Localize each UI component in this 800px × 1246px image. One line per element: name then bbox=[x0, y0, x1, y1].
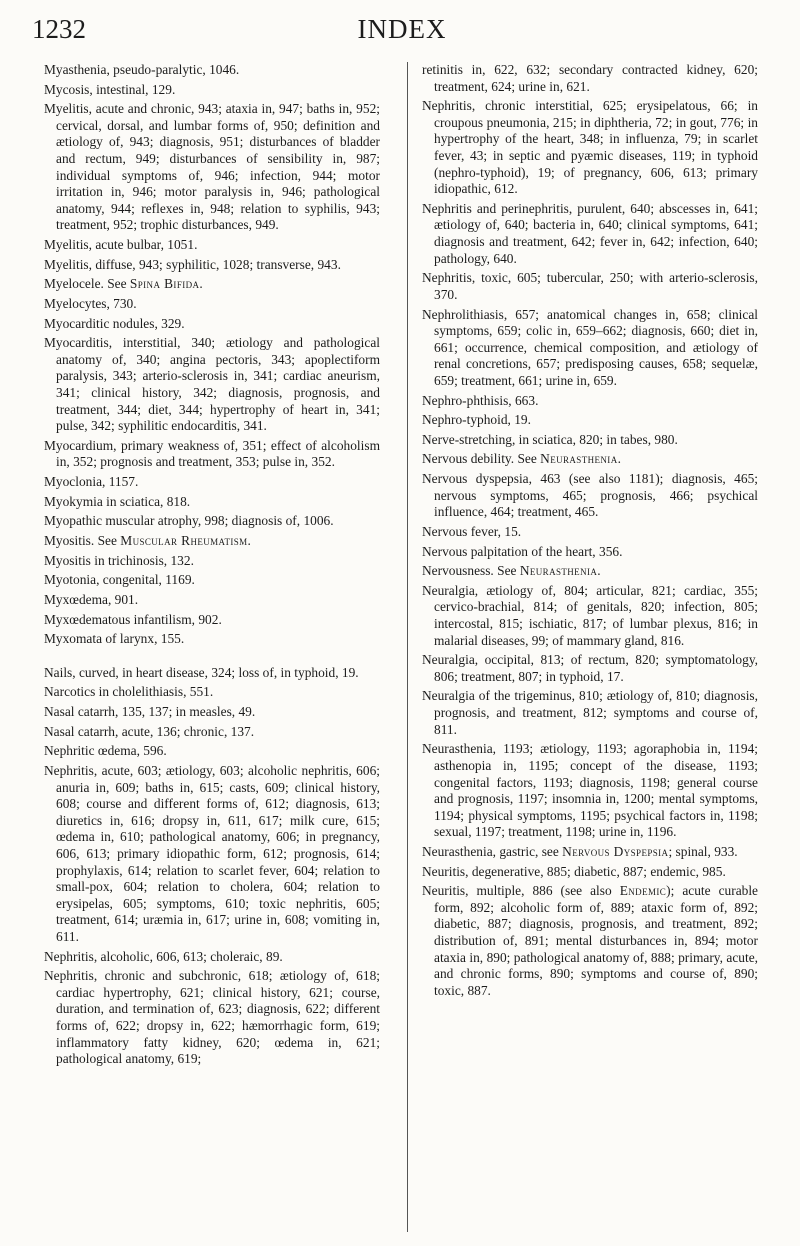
index-entry bbox=[44, 665, 380, 682]
index-entry bbox=[44, 296, 380, 313]
index-entry bbox=[44, 257, 380, 274]
entry-text: Myxœdema, 901. bbox=[44, 591, 139, 607]
entry-text: Myositis in trichinosis, 132. bbox=[44, 552, 194, 568]
entry-text: Neurasthenia, gastric, see bbox=[422, 843, 563, 859]
right-column bbox=[422, 62, 758, 1002]
entry-text: Neuralgia, occipital, 813; of rectum, 820; symptomatology, 806; treatment, 807; in typhoid, 17. bbox=[422, 652, 758, 684]
index-entry bbox=[422, 393, 758, 410]
index-entry bbox=[44, 631, 380, 648]
entry-text: Myelitis, acute and chronic, 943; ataxia in, 947; baths in, 952; cervical, dorsal, and lumbar forms of, 950; definition and ætiology of, 943; diagnosis, 951; disturbances of bladder and rectum, 949; disturbances of sensibility in, 987; individual symptoms of, 946; infection, 944; motor irritation in, 946; motor paralysis in, 946; pathological anatomy, 944; reflexes in, 948; relation to syphilis, 943; treatment, 952; trophic disturbances, 949. bbox=[44, 101, 380, 233]
entry-text: Nasal catarrh, acute, 136; chronic, 137. bbox=[44, 723, 255, 739]
entry-text: Neurasthenia, 1193; ætiology, 1193; agoraphobia in, 1194; asthenopia in, 1195; concept of the disease, 1193; congenital factors, 1193; diagnosis, 1198; general course and prognosis, 1197; insomnia in, 1200; mental symptoms, 1194; physical symptoms, 1195; psychical factors in, 1198; sexual, 1197; treatment, 1198; urine in, 1196. bbox=[422, 741, 758, 840]
entry-text: Nephritic œdema, 596. bbox=[44, 743, 167, 759]
entry-text: Nephro-phthisis, 663. bbox=[422, 392, 539, 408]
index-entry bbox=[44, 62, 380, 79]
index-entry bbox=[44, 684, 380, 701]
entry-text-continued: ; spinal, 933. bbox=[668, 843, 738, 859]
index-entry bbox=[422, 883, 758, 999]
entry-text: Myotonia, congenital, 1169. bbox=[44, 572, 195, 588]
entry-text: Nephritis, toxic, 605; tubercular, 250; with arterio-sclerosis, 370. bbox=[422, 270, 758, 302]
cross-reference: Neurasthenia. bbox=[519, 563, 602, 579]
index-entry bbox=[422, 524, 758, 541]
entry-text: Myopathic muscular atrophy, 998; diagnosis of, 1006. bbox=[44, 513, 334, 529]
index-entry bbox=[44, 237, 380, 254]
index-entry bbox=[422, 62, 758, 95]
index-entry bbox=[44, 276, 380, 293]
entry-text: Nephritis, alcoholic, 606, 613; choleraic, 89. bbox=[44, 948, 283, 964]
entry-text: Nephro-typhoid, 19. bbox=[422, 412, 531, 428]
entry-text: Nervous palpitation of the heart, 356. bbox=[422, 543, 623, 559]
entry-text: Nervousness. See bbox=[422, 563, 520, 579]
entry-text: Nasal catarrh, 135, 137; in measles, 49. bbox=[44, 704, 256, 720]
index-entry bbox=[422, 844, 758, 861]
index-entry bbox=[44, 592, 380, 609]
index-entry bbox=[44, 494, 380, 511]
cross-reference: Spina Bifida. bbox=[129, 276, 204, 292]
index-entry bbox=[422, 741, 758, 841]
entry-text: Nephritis, acute, 603; ætiology, 603; alcoholic nephritis, 606; anuria in, 609; baths in, 615; casts, 609; clinical history, 608; course and different forms of, 612; diagnosis, 613; diuretics in, 616; dropsy in, 611, 617; milk cure, 615; œdema in, 610; pathological anatomy, 606; in pregnancy, 606, 613; primary idiopathic form, 612; prognosis, 614; prophylaxis, 614; relation to scarlet fever, 604; relation to small-pox, 604; relation to cholera, 604; relation to erysipelas, 605; symptoms, 610; toxic nephritis, 605; treatment, 614; uræmia in, 617; urine in, 608; vomiting in, 611. bbox=[44, 763, 380, 944]
entry-text: Myocardium, primary weakness of, 351; effect of alcoholism in, 352; prognosis and treatment, 353; pulse in, 352. bbox=[44, 437, 380, 470]
entry-text: Myocarditis, interstitial, 340; ætiology and pathological anatomy of, 340; angina pectoris, 343; apoplectiform paralysis, 343; arterio-sclerosis in, 341; cardiac aneurism, 341; clinical history, 342; diagnosis, prognosis, and treatment, 344; diet, 344; hypertrophy of heart in, 341; pulse, 342; syphilitic endocarditis, 341. bbox=[44, 335, 380, 434]
entry-text: Myokymia in sciatica, 818. bbox=[44, 493, 191, 509]
index-entry bbox=[44, 438, 380, 471]
index-entry bbox=[422, 412, 758, 429]
entry-text: Myoclonia, 1157. bbox=[44, 474, 139, 490]
index-entry bbox=[44, 316, 380, 333]
index-entry bbox=[44, 704, 380, 721]
index-entry bbox=[422, 652, 758, 685]
index-entry bbox=[422, 307, 758, 390]
entry-text: Neuritis, degenerative, 885; diabetic, 887; endemic, 985. bbox=[422, 863, 726, 879]
index-entry bbox=[44, 743, 380, 760]
entry-text: Nails, curved, in heart disease, 324; loss of, in typhoid, 19. bbox=[44, 664, 359, 680]
index-entry bbox=[44, 968, 380, 1068]
entry-text-continued: ); acute curable form, 892; alcoholic form of, 889; ataxic form of, 892; diabetic, 887; diagnosis, prognosis, and treatment, 892; distribution of, 891; mental disturbances in, 894; motor ataxia in, 890; pathological anatomy of, 888; primary, acute, and chronic forms, 890; symptoms and course of, 890; toxic, 887. bbox=[434, 883, 758, 998]
index-entry bbox=[44, 335, 380, 435]
index-entry bbox=[44, 949, 380, 966]
entry-text: Myocarditic nodules, 329. bbox=[44, 315, 185, 331]
column-divider bbox=[407, 62, 408, 1232]
index-entry bbox=[422, 563, 758, 580]
entry-text: Myelocele. See bbox=[44, 276, 130, 292]
entry-text: Nervous debility. See bbox=[422, 451, 541, 467]
entry-text: Myxomata of larynx, 155. bbox=[44, 631, 185, 647]
index-entry bbox=[422, 451, 758, 468]
entry-text: Nephritis, chronic and subchronic, 618; ætiology of, 618; cardiac hypertrophy, 621; clinical history, 621; course, duration, and termination of, 623; diagnosis, 622; different forms of, 622; dropsy in, 622; hæmorrhagic form, 619; inflammatory fatty kidney, 620; œdema in, 621; pathological anatomy, 619; bbox=[44, 968, 380, 1067]
cross-reference: Neurasthenia. bbox=[540, 451, 622, 467]
entry-text: Neuritis, multiple, 886 (see also bbox=[422, 883, 620, 899]
index-entry bbox=[422, 270, 758, 303]
entry-text: Nervous fever, 15. bbox=[422, 523, 522, 539]
cross-reference: Nervous Dyspepsia bbox=[562, 843, 669, 859]
entry-text: Myasthenia, pseudo-paralytic, 1046. bbox=[44, 62, 240, 77]
index-entry bbox=[44, 474, 380, 491]
index-entry bbox=[422, 864, 758, 881]
entry-text: Mycosis, intestinal, 129. bbox=[44, 81, 176, 97]
index-entry bbox=[422, 201, 758, 267]
index-entry bbox=[422, 98, 758, 198]
entry-text: Myelitis, acute bulbar, 1051. bbox=[44, 237, 198, 253]
entry-text: Nerve-stretching, in sciatica, 820; in tabes, 980. bbox=[422, 431, 678, 447]
index-entry bbox=[44, 513, 380, 530]
index-entry bbox=[44, 612, 380, 629]
entry-text: Narcotics in cholelithiasis, 551. bbox=[44, 684, 214, 700]
entry-text: Neuralgia of the trigeminus, 810; ætiology of, 810; diagnosis, prognosis, and treatment, 812; symptoms and course of, 811. bbox=[422, 688, 758, 737]
entry-text: Myelitis, diffuse, 943; syphilitic, 1028; transverse, 943. bbox=[44, 256, 341, 272]
entry-text: Nervous dyspepsia, 463 (see also 1181); diagnosis, 465; nervous symptoms, 465; prognosis, 466; psychical influence, 464; treatment, 465. bbox=[422, 471, 758, 520]
index-entry bbox=[44, 553, 380, 570]
index-entry bbox=[422, 544, 758, 561]
entry-text: retinitis in, 622, 632; secondary contracted kidney, 620; treatment, 624; urine in, 621. bbox=[422, 62, 758, 94]
index-entry bbox=[44, 724, 380, 741]
index-entry bbox=[44, 82, 380, 99]
entry-text: Nephritis and perinephritis, purulent, 640; abscesses in, 641; ætiology of, 640; bacteria in, 640; clinical symptoms, 641; diagnosis and treatment, 642; fever in, 642; infection, 640; pathology, 640. bbox=[422, 200, 758, 266]
entry-text: Myelocytes, 730. bbox=[44, 296, 137, 311]
entry-text: Myositis. See bbox=[44, 533, 121, 549]
cross-reference: Endemic bbox=[619, 883, 667, 899]
index-entry bbox=[422, 432, 758, 449]
left-column bbox=[44, 62, 380, 1071]
entry-text: Nephrolithiasis, 657; anatomical changes in, 658; clinical symptoms, 659; colic in, 659–662; diagnosis, 660; diet in, 661; occurrence, chemical composition, and ætiology of renal concretions, 657; predisposing causes, 658; sequelæ, 659; treatment, 661; urine in, 659. bbox=[422, 306, 758, 388]
page-title: INDEX bbox=[357, 14, 447, 44]
index-entry bbox=[44, 101, 380, 234]
entry-text: Myxœdematous infantilism, 902. bbox=[44, 611, 222, 627]
index-entry bbox=[422, 583, 758, 649]
index-entry bbox=[44, 533, 380, 550]
index-entry bbox=[422, 688, 758, 738]
index-entry bbox=[44, 763, 380, 946]
index-entry bbox=[44, 572, 380, 589]
index-entry bbox=[422, 471, 758, 521]
cross-reference: Muscular Rheumatism. bbox=[120, 533, 252, 549]
page-number: 1232 bbox=[32, 14, 86, 44]
page-header bbox=[32, 14, 772, 54]
entry-text: Nephritis, chronic interstitial, 625; erysipelatous, 66; in croupous pneumonia, 215; in diphtheria, 72; in gout, 776; in hypertrophy of the heart, 348; in influenza, 79; in scarlet fever, 43; in septic and pyæmic diseases, 119; in typhoid (nephro-typhoid), 19; of pregnancy, 606, 613; primary idiopathic, 612. bbox=[422, 98, 758, 197]
entry-text: Neuralgia, ætiology of, 804; articular, 821; cardiac, 355; cervico-brachial, 814; of genitals, 820; infection, 805; intercostal, 815; ischiatic, 817; of lumbar plexus, 816; in malarial diseases, 99; of mammary gland, 816. bbox=[422, 582, 758, 648]
